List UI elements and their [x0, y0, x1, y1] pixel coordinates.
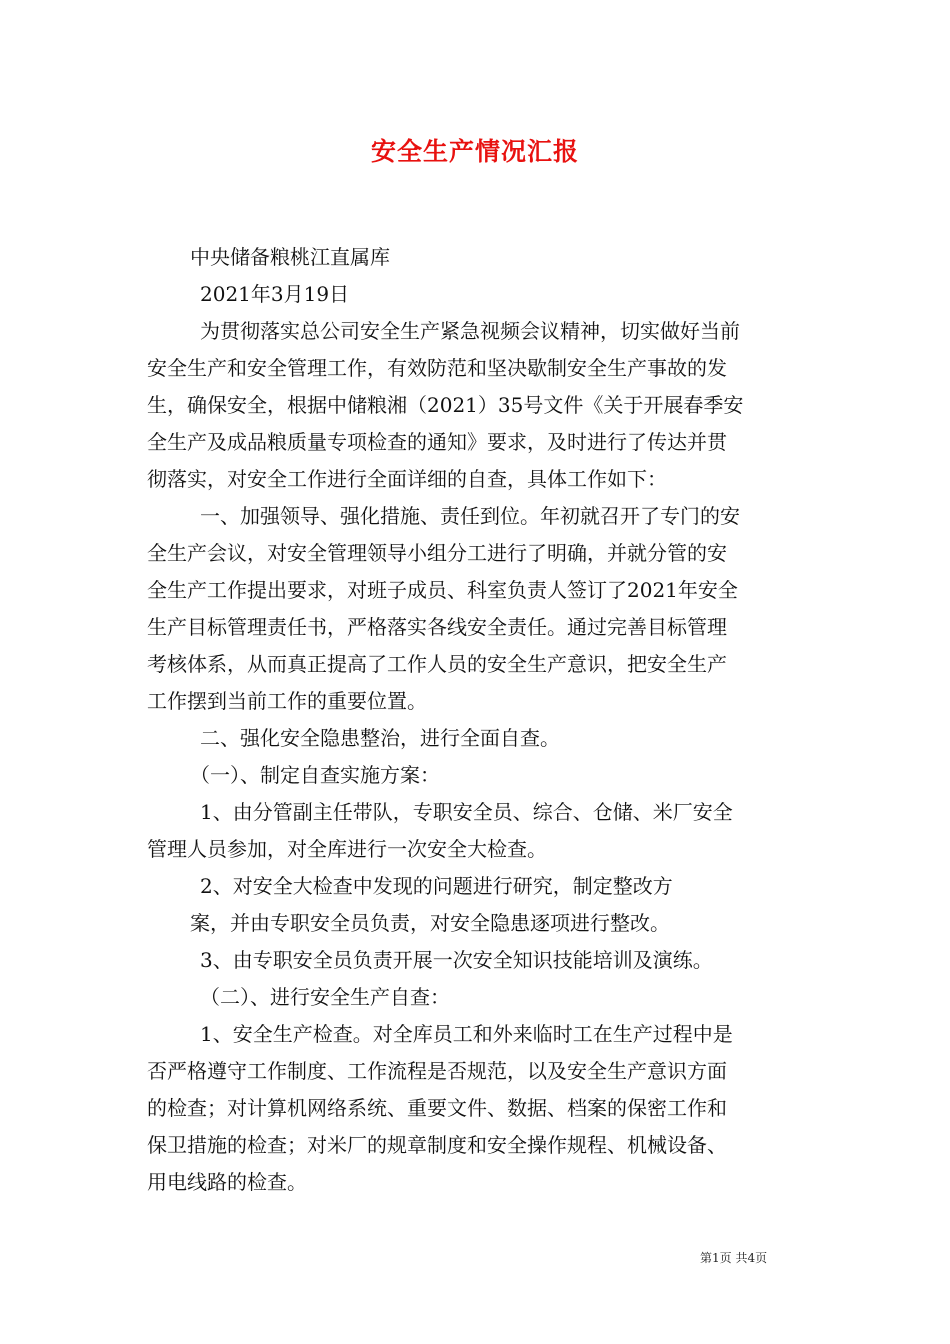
- report-date: 2021年3月19日: [200, 282, 350, 306]
- paragraph-line: 生，确保安全，根据中储粮湘（2021）35号文件《关于开展春季安: [147, 393, 744, 417]
- org-name: 中央储备粮桃江直属库: [190, 245, 390, 269]
- subsection-heading: （二）、进行安全生产自查：: [200, 985, 450, 1009]
- paragraph-line: 管理人员参加，对全库进行一次安全大检查。: [147, 837, 547, 861]
- paragraph-line: 全生产工作提出要求，对班子成员、科室负责人签订了2021年安全: [147, 578, 738, 602]
- paragraph-line: 案，并由专职安全员负责，对安全隐患逐项进行整改。: [190, 911, 670, 935]
- section-heading: 二、强化安全隐患整治，进行全面自查。: [200, 726, 560, 750]
- paragraph-line: 安全生产和安全管理工作，有效防范和坚决歇制安全生产事故的发: [147, 356, 727, 380]
- paragraph-line: 彻落实，对安全工作进行全面详细的自查，具体工作如下：: [147, 467, 667, 491]
- paragraph-line: 1、安全生产检查。对全库员工和外来临时工在生产过程中是: [200, 1022, 733, 1046]
- paragraph-line: 的检查；对计算机网络系统、重要文件、数据、档案的保密工作和: [147, 1096, 727, 1120]
- page-number: 第1页 共4页: [700, 1251, 768, 1265]
- subsection-heading: （一）、制定自查实施方案：: [190, 763, 440, 787]
- paragraph-line: 3、由专职安全员负责开展一次安全知识技能培训及演练。: [200, 948, 713, 972]
- paragraph-line: 2、对安全大检查中发现的问题进行研究，制定整改方: [200, 874, 673, 898]
- paragraph-line: 生产目标管理责任书，严格落实各线安全责任。通过完善目标管理: [147, 615, 727, 639]
- paragraph-line: 全生产及成品粮质量专项检查的通知》要求，及时进行了传达并贯: [147, 430, 727, 454]
- paragraph-line: 否严格遵守工作制度、工作流程是否规范，以及安全生产意识方面: [147, 1059, 727, 1083]
- paragraph-line: 为贯彻落实总公司安全生产紧急视频会议精神，切实做好当前: [200, 319, 740, 343]
- paragraph-line: 保卫措施的检查；对米厂的规章制度和安全操作规程、机械设备、: [147, 1133, 727, 1157]
- paragraph-line: 用电线路的检查。: [147, 1170, 307, 1194]
- paragraph-line: 考核体系，从而真正提高了工作人员的安全生产意识，把安全生产: [147, 652, 727, 676]
- paragraph-line: 工作摆到当前工作的重要位置。: [147, 689, 427, 713]
- paragraph-line: 一、加强领导、强化措施、责任到位。年初就召开了专门的安: [200, 504, 740, 528]
- paragraph-line: 全生产会议，对安全管理领导小组分工进行了明确，并就分管的安: [147, 541, 727, 565]
- document-title: 安全生产情况汇报: [370, 137, 579, 166]
- paragraph-line: 1、由分管副主任带队，专职安全员、综合、仓储、米厂安全: [200, 800, 733, 824]
